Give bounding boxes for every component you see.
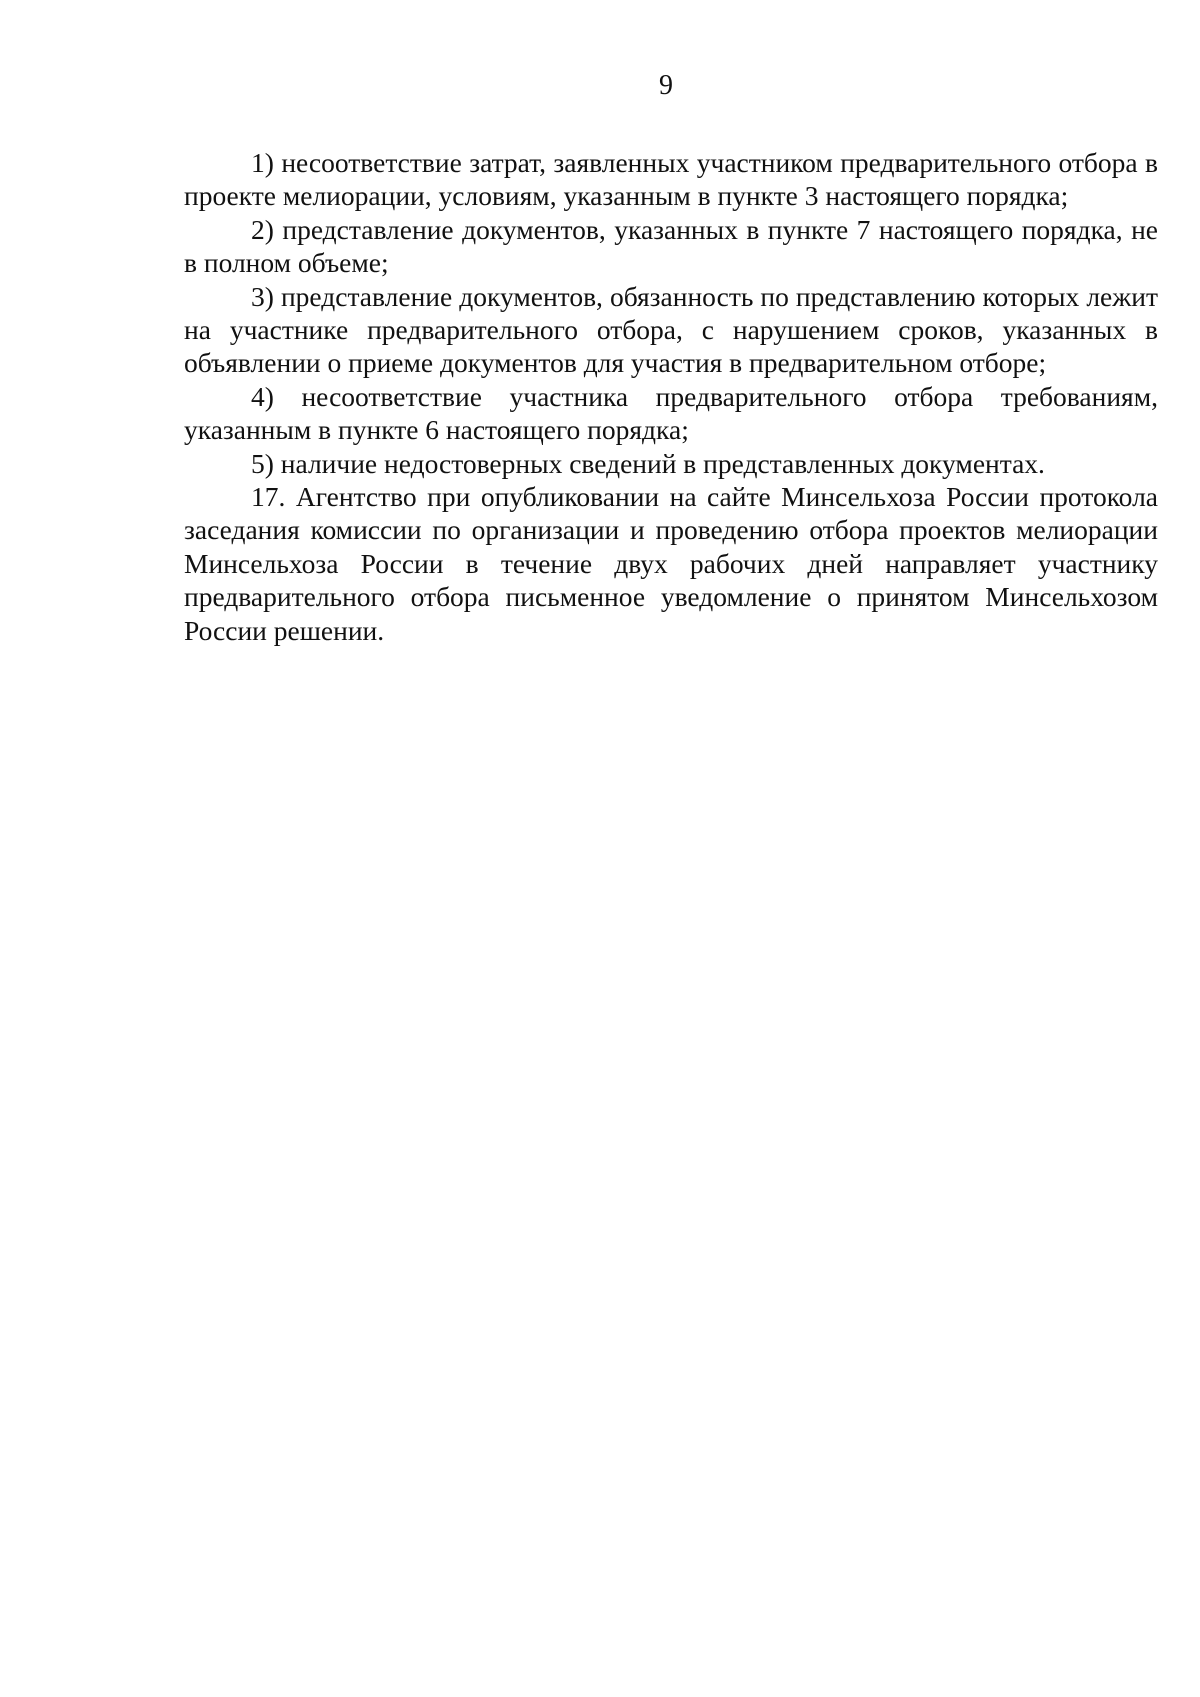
document-body bbox=[184, 146, 1158, 647]
page-number: 9 bbox=[659, 70, 673, 101]
paragraph-item-4: 4) несоответствие участника предварительного отбора требованиям, указанным в пункте 6 настоящего порядка; bbox=[184, 380, 1158, 446]
paragraph-item-1: 1) несоответствие затрат, заявленных участником предварительного отбора в проекте мелиорации, условиям, указанным в пункте 3 настоящего порядка; bbox=[184, 147, 1158, 212]
paragraph-item-3: 3) представление документов, обязанность по представлению которых лежит на участнике предварительного отбора, с нарушением сроков, указанных в объявлении о приеме документов для участия в предварительном отборе; bbox=[184, 280, 1158, 379]
paragraph-item-5: 5) наличие недостоверных сведений в представленных документах. bbox=[251, 447, 1045, 479]
paragraph-clause-17: 17. Агентство при опубликовании на сайте Минсельхоза России протокола заседания комиссии по организации и проведению отбора проектов мелиорации Минсельхоза России в течение двух рабочих дней направляет участнику предварительного отбора письменное уведомление о принятом Минсельхозом России решении. bbox=[184, 481, 1158, 646]
paragraph-item-2: 2) представление документов, указанных в пункте 7 настоящего порядка, не в полном объеме; bbox=[184, 213, 1158, 279]
